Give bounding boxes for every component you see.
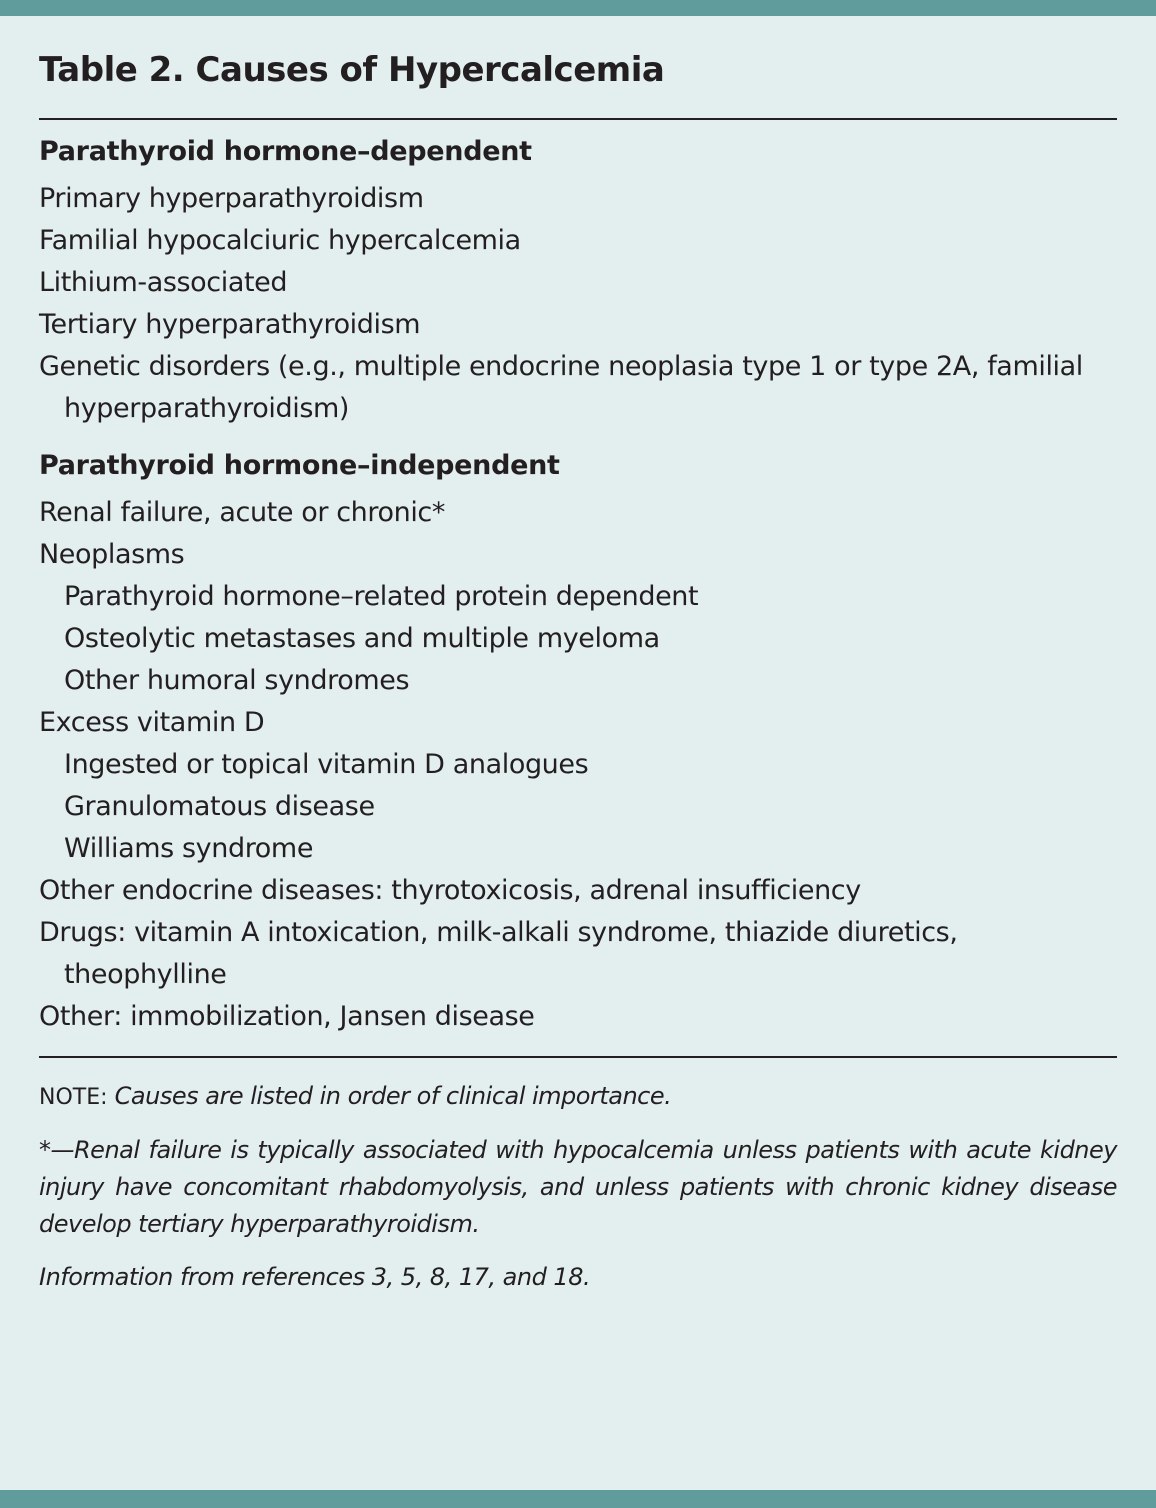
sub-list-item: Granulomatous disease	[64, 791, 375, 822]
section-pth-dependent	[39, 134, 1117, 430]
source-citation: Information from references 3, 5, 8, 17, and 18.	[39, 1263, 591, 1291]
list-item: Primary hyperparathyroidism	[39, 183, 424, 214]
top-accent-bar	[0, 0, 1156, 16]
list-item: Other endocrine diseases: thyrotoxicosis, adrenal insufficiency	[39, 875, 861, 906]
note-text: Causes are listed in order of clinical importance.	[107, 1082, 672, 1110]
list-item: Excess vitamin D	[39, 707, 265, 738]
bottom-accent-bar	[0, 1490, 1156, 1508]
list-item: Other: immobilization, Jansen disease	[39, 1001, 535, 1032]
list-item: Genetic disorders (e.g., multiple endocrine neoplasia type 1 or type 2A, familial hyperparathyroidism)	[39, 351, 1083, 424]
list-item: Lithium-associated	[39, 267, 288, 298]
table-bottom-divider	[39, 1056, 1117, 1058]
list-item: Neoplasms	[39, 539, 185, 570]
table-container	[39, 44, 1117, 1296]
sub-list-item: Osteolytic metastases and multiple myeloma	[64, 623, 660, 654]
sub-list-item: Parathyroid hormone–related protein dependent	[64, 581, 699, 612]
table-title: Table 2. Causes of Hypercalcemia	[39, 50, 665, 90]
list-item: Drugs: vitamin A intoxication, milk-alkali syndrome, thiazide diuretics, theophylline	[39, 917, 958, 990]
footnote: *—Renal failure is typically associated with hypocalcemia unless patients with acute kidney injury have concomitant rhabdomyolysis, and unless patients with chronic kidney disease develop tertiary hyperparathyroidism.	[39, 1136, 1117, 1238]
section-pth-independent	[39, 448, 1117, 1038]
sub-list-item: Other humoral syndromes	[64, 665, 410, 696]
list-item: Tertiary hyperparathyroidism	[39, 309, 421, 340]
section-heading: Parathyroid hormone–dependent	[39, 136, 532, 167]
title-divider	[39, 118, 1117, 120]
section-heading: Parathyroid hormone–independent	[39, 450, 560, 481]
list-item: Familial hypocalciuric hypercalcemia	[39, 225, 521, 256]
sub-list-item: Ingested or topical vitamin D analogues	[64, 749, 589, 780]
note-label: NOTE:	[39, 1085, 108, 1110]
sub-list-item: Williams syndrome	[64, 833, 314, 864]
list-item: Renal failure, acute or chronic*	[39, 497, 445, 528]
note	[39, 1078, 1117, 1116]
